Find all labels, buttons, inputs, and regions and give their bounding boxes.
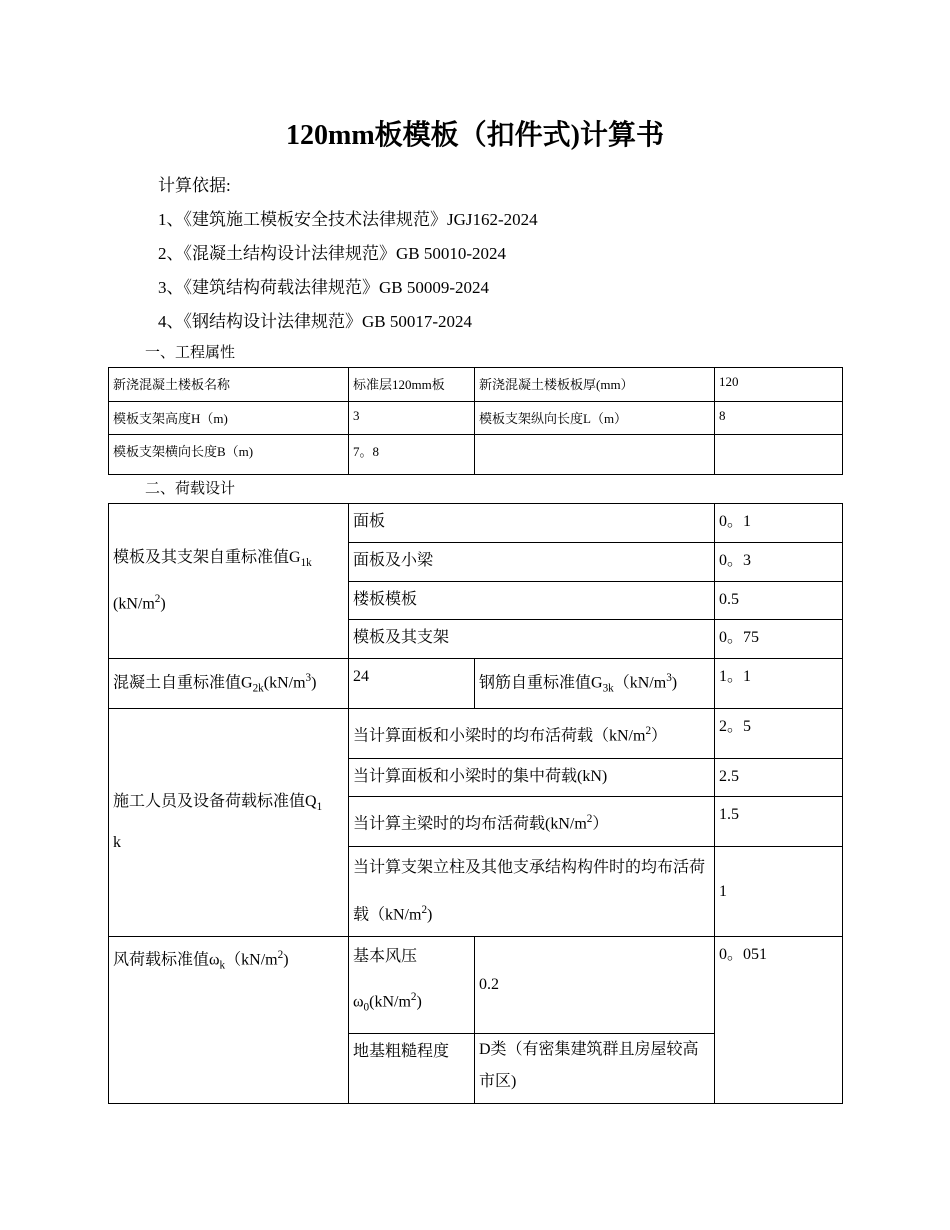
basis-heading: 计算依据: [158, 176, 231, 195]
table-cell: 0。3 [715, 543, 843, 582]
table-cell: 0.5 [715, 582, 843, 620]
basic-wind-pressure-value: 0.2 [475, 937, 715, 1034]
basis-item: 4、《钢结构设计法律规范》GB 50017-2024 [158, 312, 473, 331]
g3k-label: 钢筋自重标准值$G_{3k}(kN/m^3)$ [475, 659, 715, 709]
table-cell: 模板支架高度H（m) [109, 402, 349, 435]
table-row [109, 368, 843, 402]
g1k-label: 模板及其支架自重标准值$G_{1k}$ $(kN/m^2)$ [109, 504, 349, 659]
q1k-value: 1.5 [715, 797, 843, 847]
table-cell: 模板支架纵向长度L（m） [475, 402, 715, 435]
g2k-label: 混凝土自重标准值$G_{2k}(kN/m^3)$ [109, 659, 349, 709]
table-cell: 面板及小梁 [349, 543, 715, 582]
table-cell: 标准层120mm板 [349, 368, 475, 402]
q1k-item: 当计算主梁时的均布活荷载$(kN/m^2)$ [349, 797, 715, 847]
table-cell: 0。1 [715, 504, 843, 543]
load-design-table [108, 503, 843, 1104]
basis-item: 1、《建筑施工模板安全技术法律规范》JGJ162-2024 [158, 210, 538, 229]
table-cell: 7。8 [349, 435, 475, 475]
table-cell: 模板及其支架 [349, 620, 715, 659]
q1k-label: 施工人员及设备荷载标准值$Q_1$ k [109, 709, 349, 937]
wind-label: 风荷载标准值$\omega_k(kN/m^2)$ [109, 937, 349, 1104]
wind-value: 0。051 [715, 937, 843, 1104]
table-row [109, 435, 843, 475]
q1k-value: 1 [715, 847, 843, 937]
table-cell: 新浇混凝土楼板板厚(mm） [475, 368, 715, 402]
basic-wind-pressure-label: 基本风压$\omega_0(kN/m^2)$ [349, 937, 475, 1034]
table-cell: 0。75 [715, 620, 843, 659]
section-heading-project: 一、工程属性 [145, 345, 236, 361]
basis-item: 3、《建筑结构荷载法律规范》GB 50009-2024 [158, 278, 490, 297]
q1k-item: 当计算面板和小梁时的均布活荷载$(kN/m^2)$ [349, 709, 715, 759]
table-row [109, 504, 843, 543]
basis-item: 2、《混凝土结构设计法律规范》GB 50010-2024 [158, 244, 507, 263]
table-cell [475, 435, 715, 475]
q1k-value: 2。5 [715, 709, 843, 759]
q1k-item: 当计算面板和小梁时的集中荷载(kN) [349, 759, 715, 797]
table-cell: 3 [349, 402, 475, 435]
q1k-item: 当计算支架立柱及其他支承结构构件时的均布活荷载$(kN/m^2)$ [349, 847, 715, 937]
table-cell: 120 [715, 368, 843, 402]
table-cell: 楼板模板 [349, 582, 715, 620]
g3k-value: 1。1 [715, 659, 843, 709]
table-row [109, 659, 843, 709]
table-cell: 新浇混凝土楼板名称 [109, 368, 349, 402]
terrain-label: 地基粗糙程度 [349, 1034, 475, 1104]
table-cell [715, 435, 843, 475]
g2k-value: 24 [349, 659, 475, 709]
page-title: 120mm板模板（扣件式)计算书 [286, 120, 664, 151]
project-properties-table [108, 367, 843, 475]
table-row [109, 937, 843, 1034]
table-row [109, 709, 843, 759]
section-heading-load: 二、荷载设计 [145, 481, 236, 497]
q1k-value: 2.5 [715, 759, 843, 797]
table-row [109, 402, 843, 435]
terrain-value: D类（有密集建筑群且房屋较高市区) [475, 1034, 715, 1104]
table-cell: 8 [715, 402, 843, 435]
table-cell: 模板支架横向长度B（m) [109, 435, 349, 475]
table-cell: 面板 [349, 504, 715, 543]
